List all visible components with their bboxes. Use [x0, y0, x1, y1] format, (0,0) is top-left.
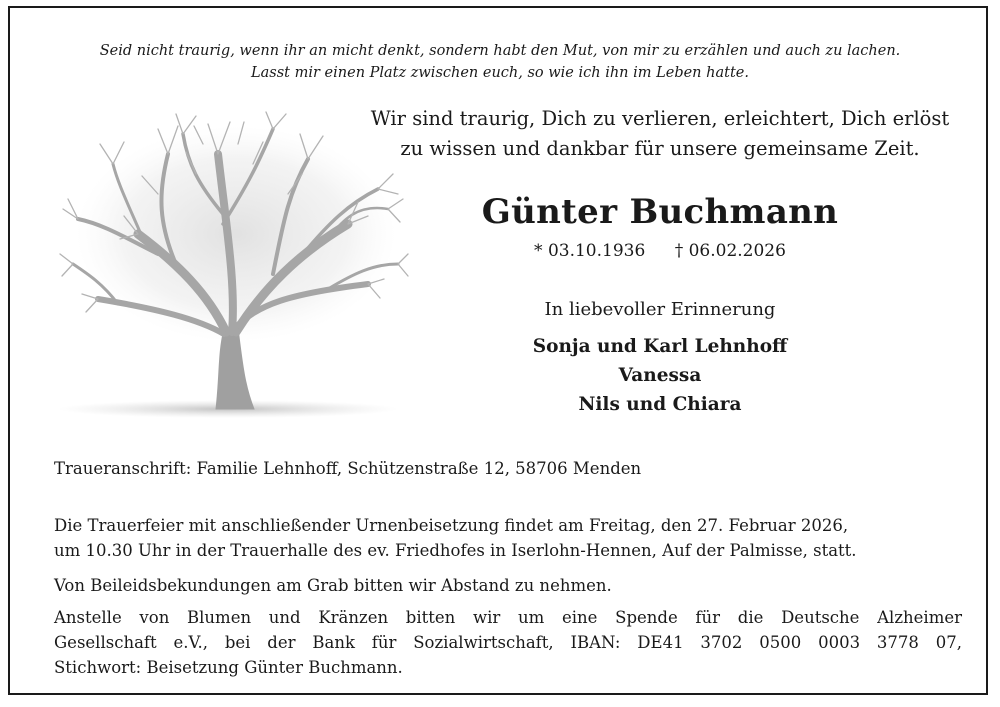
birth-date: * 03.10.1936 — [534, 241, 646, 261]
life-dates — [360, 238, 960, 264]
death-date: † 06.02.2026 — [674, 241, 786, 261]
tree-illustration-icon — [58, 104, 410, 420]
deceased-name: Günter Buchmann — [481, 192, 839, 232]
intro-text — [360, 104, 960, 164]
ceremony-line-1: Die Trauerfeier mit anschließender Urnenbeisetzung findet am Freitag, den 27. Februar 2026, — [54, 516, 849, 535]
mourner-name: Sonja und Karl Lehnhoff — [532, 336, 788, 357]
mourning-address: Traueranschrift: Familie Lehnhoff, Schützenstraße 12, 58706 Menden — [54, 459, 642, 478]
ceremony-line-2: um 10.30 Uhr in der Trauerhalle des ev. Friedhofes in Iserlohn-Hennen, Auf der Palmisse, statt. — [54, 541, 857, 560]
intro-line-2: zu wissen und dankbar für unsere gemeinsame Zeit. — [400, 137, 920, 160]
obituary-card — [8, 6, 988, 695]
motto-line-1: Seid nicht traurig, wenn ihr an micht denkt, sondern habt den Mut, von mir zu erzählen und auch zu lachen. — [99, 43, 901, 59]
ceremony-info — [54, 513, 962, 563]
family-mourners — [360, 332, 960, 419]
motto-line-2: Lasst mir einen Platz zwischen euch, so wie ich ihn im Leben hatte. — [251, 65, 749, 81]
donation-info — [54, 605, 962, 680]
condolence-note: Von Beileidsbekundungen am Grab bitten wir Abstand zu nehmen. — [54, 576, 612, 595]
memory-line: In liebevoller Erinnerung — [544, 299, 776, 320]
mourner-name: Vanessa — [618, 365, 702, 386]
mourner-name: Nils und Chiara — [578, 394, 742, 415]
motto-quote — [10, 40, 990, 84]
donation-line-3: Stichwort: Beisetzung Günter Buchmann. — [54, 658, 403, 677]
donation-line-2: Gesellschaft e.V., bei der Bank für Sozialwirtschaft, IBAN: DE41 3702 0500 0003 3778 07, — [54, 633, 962, 652]
intro-line-1: Wir sind traurig, Dich zu verlieren, erleichtert, Dich erlöst — [370, 107, 950, 130]
donation-line-1: Anstelle von Blumen und Kränzen bitten wir um eine Spende für die Deutsche Alzheimer — [54, 608, 962, 627]
